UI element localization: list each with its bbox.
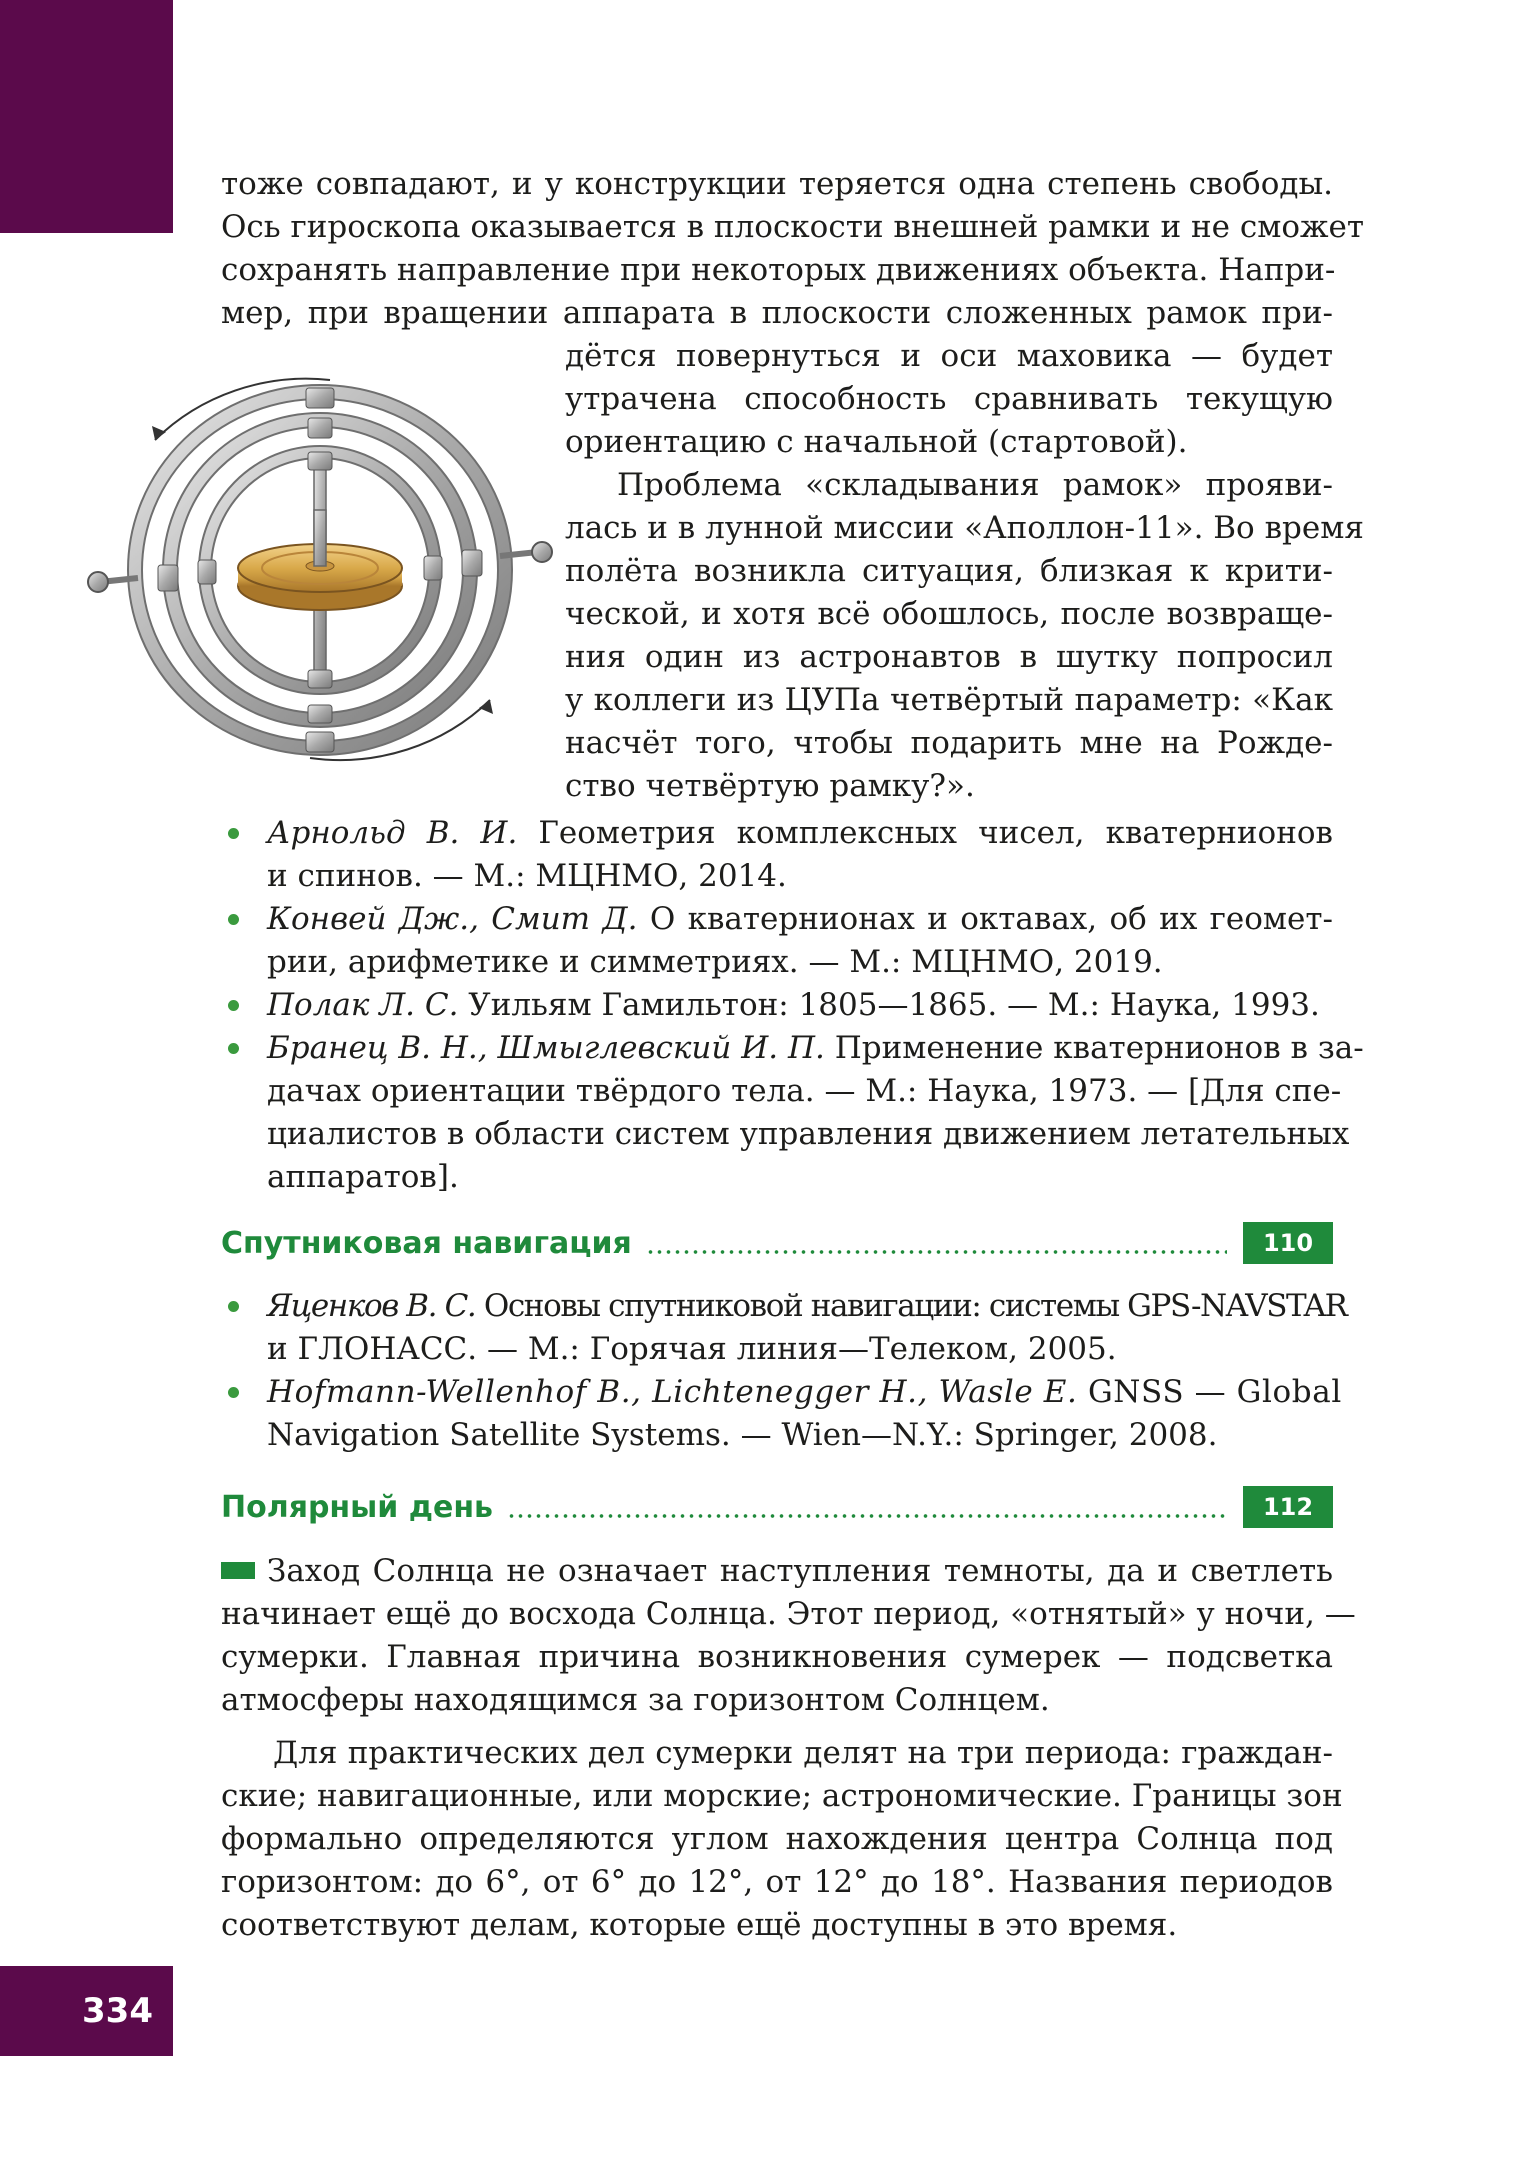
section-heading-polar-day: [221, 1486, 1333, 1528]
paragraph-marker-icon: [221, 1562, 255, 1579]
text-line: ство четвёртую рамку?».: [565, 768, 975, 804]
bullet-icon: [228, 828, 239, 839]
dot-leader: [507, 1514, 1227, 1518]
reference-text: дачах ориентации твёрдого тела. — М.: Наука, 1973. — [Для спе-: [267, 1073, 1342, 1109]
list-item: [221, 984, 1333, 1027]
section-heading-satellite-navigation: [221, 1222, 1333, 1264]
bullet-icon: [228, 1043, 239, 1054]
section-page-number: 112: [1243, 1486, 1333, 1528]
text-line: Заход Солнца не означает наступления темноты, да и светлеть: [267, 1553, 1333, 1589]
text-line: утрачена способность сравнивать текущую: [565, 381, 1333, 417]
reference-text: рии, арифметике и симметриях. — М.: МЦНМО, 2019.: [267, 944, 1163, 980]
section-page-number: 110: [1243, 1222, 1333, 1264]
reference-text: циалистов в области систем управления движением летательных: [267, 1116, 1350, 1152]
corner-color-block: [0, 0, 173, 233]
list-item: [221, 898, 1333, 984]
page-number: 334: [0, 1966, 173, 2056]
text-line: соответствуют делам, которые ещё доступны в это время.: [221, 1907, 1178, 1943]
text-line: тоже совпадают, и у конструкции теряется одна степень свободы.: [221, 166, 1333, 202]
bibliography-list: [221, 1285, 1347, 1457]
list-item: [221, 1027, 1364, 1199]
reference-text: аппаратов].: [267, 1159, 459, 1195]
gyroscope-gimbal-illustration: [80, 360, 560, 780]
bullet-icon: [228, 914, 239, 925]
text-line: начинает ещё до восхода Солнца. Этот период, «отнятый» у ночи, —: [221, 1596, 1356, 1632]
bibliography-list: [221, 812, 1364, 1199]
author: Полак Л. С.: [267, 987, 459, 1023]
reference-text: Navigation Satellite Systems. — Wien—N.Y.: Springer, 2008.: [267, 1417, 1218, 1453]
text-line: насчёт того, чтобы подарить мне на Рожде-: [565, 725, 1333, 761]
text-line: атмосферы находящимся за горизонтом Солнцем.: [221, 1682, 1050, 1718]
bullet-icon: [228, 1387, 239, 1398]
author: Яценков В. С.: [267, 1288, 476, 1324]
text-line: ориентацию с начальной (стартовой).: [565, 424, 1188, 460]
reference-text: и спинов. — М.: МЦНМО, 2014.: [267, 858, 787, 894]
reference-text: GNSS — Global: [1077, 1374, 1342, 1410]
reference-text: и ГЛОНАСС. — М.: Горячая линия—Телеком, 2005.: [267, 1331, 1117, 1367]
author: Арнольд В. И.: [267, 815, 518, 851]
text-line: дётся повернуться и оси маховика — будет: [565, 338, 1333, 374]
list-item: [221, 1371, 1342, 1457]
bullet-icon: [228, 1301, 239, 1312]
author: Бранец В. Н., Шмыглевский И. П.: [267, 1030, 825, 1066]
section-title: Полярный день: [221, 1489, 494, 1525]
bullet-icon: [228, 1000, 239, 1011]
text-line: Ось гироскопа оказывается в плоскости внешней рамки и не сможет: [221, 209, 1365, 245]
reference-text: Основы спутниковой навигации: системы GPS-NAVSTAR: [475, 1288, 1347, 1324]
text-line: ческой, и хотя всё обошлось, после возвраще-: [565, 596, 1333, 632]
section-title: Спутниковая навигация: [221, 1225, 632, 1261]
text-line: сумерки. Главная причина возникновения сумерек — подсветка: [221, 1639, 1333, 1675]
reference-text: Применение кватернионов в за-: [824, 1030, 1364, 1066]
text-line: у коллеги из ЦУПа четвёртый параметр: «Как: [565, 682, 1333, 718]
text-line: формально определяются углом нахождения центра Солнца под: [221, 1821, 1333, 1857]
list-item: [221, 1285, 1347, 1371]
wrapped-paragraphs: [565, 335, 1364, 808]
text-line: Проблема «складывания рамок» прояви-: [617, 467, 1333, 503]
text-line: ские; навигационные, или морские; астрономические. Границы зон: [221, 1778, 1343, 1814]
text-line: горизонтом: до 6°, от 6° до 12°, от 12° до 18°. Названия периодов: [221, 1864, 1333, 1900]
polar-day-text: [221, 1550, 1356, 1947]
left-handle-knob: [88, 572, 108, 592]
text-line: ния один из астронавтов в шутку попросил: [565, 639, 1333, 675]
right-handle-knob: [532, 542, 552, 562]
author: Конвей Дж., Смит Д.: [267, 901, 638, 937]
text-line: Для практических дел сумерки делят на три периода: граждан-: [273, 1735, 1333, 1771]
text-line: сохранять направление при некоторых движениях объекта. Напри-: [221, 252, 1336, 288]
top-paragraph: [221, 163, 1365, 335]
author: Hofmann-Wellenhof B., Lichtenegger H., Wasle E.: [267, 1374, 1078, 1410]
dot-leader: [646, 1250, 1227, 1254]
reference-text: Уильям Гамильтон: 1805—1865. — М.: Наука, 1993.: [458, 987, 1320, 1023]
reference-text: О кватернионах и октавах, об их геомет-: [637, 901, 1333, 937]
text-line: мер, при вращении аппарата в плоскости сложенных рамок при-: [221, 295, 1333, 331]
text-line: полёта возникла ситуация, близкая к крити-: [565, 553, 1333, 589]
text-line: лась и в лунной миссии «Аполлон-11». Во время: [565, 510, 1364, 546]
list-item: [221, 812, 1333, 898]
reference-text: Геометрия комплексных чисел, кватернионов: [517, 815, 1333, 851]
